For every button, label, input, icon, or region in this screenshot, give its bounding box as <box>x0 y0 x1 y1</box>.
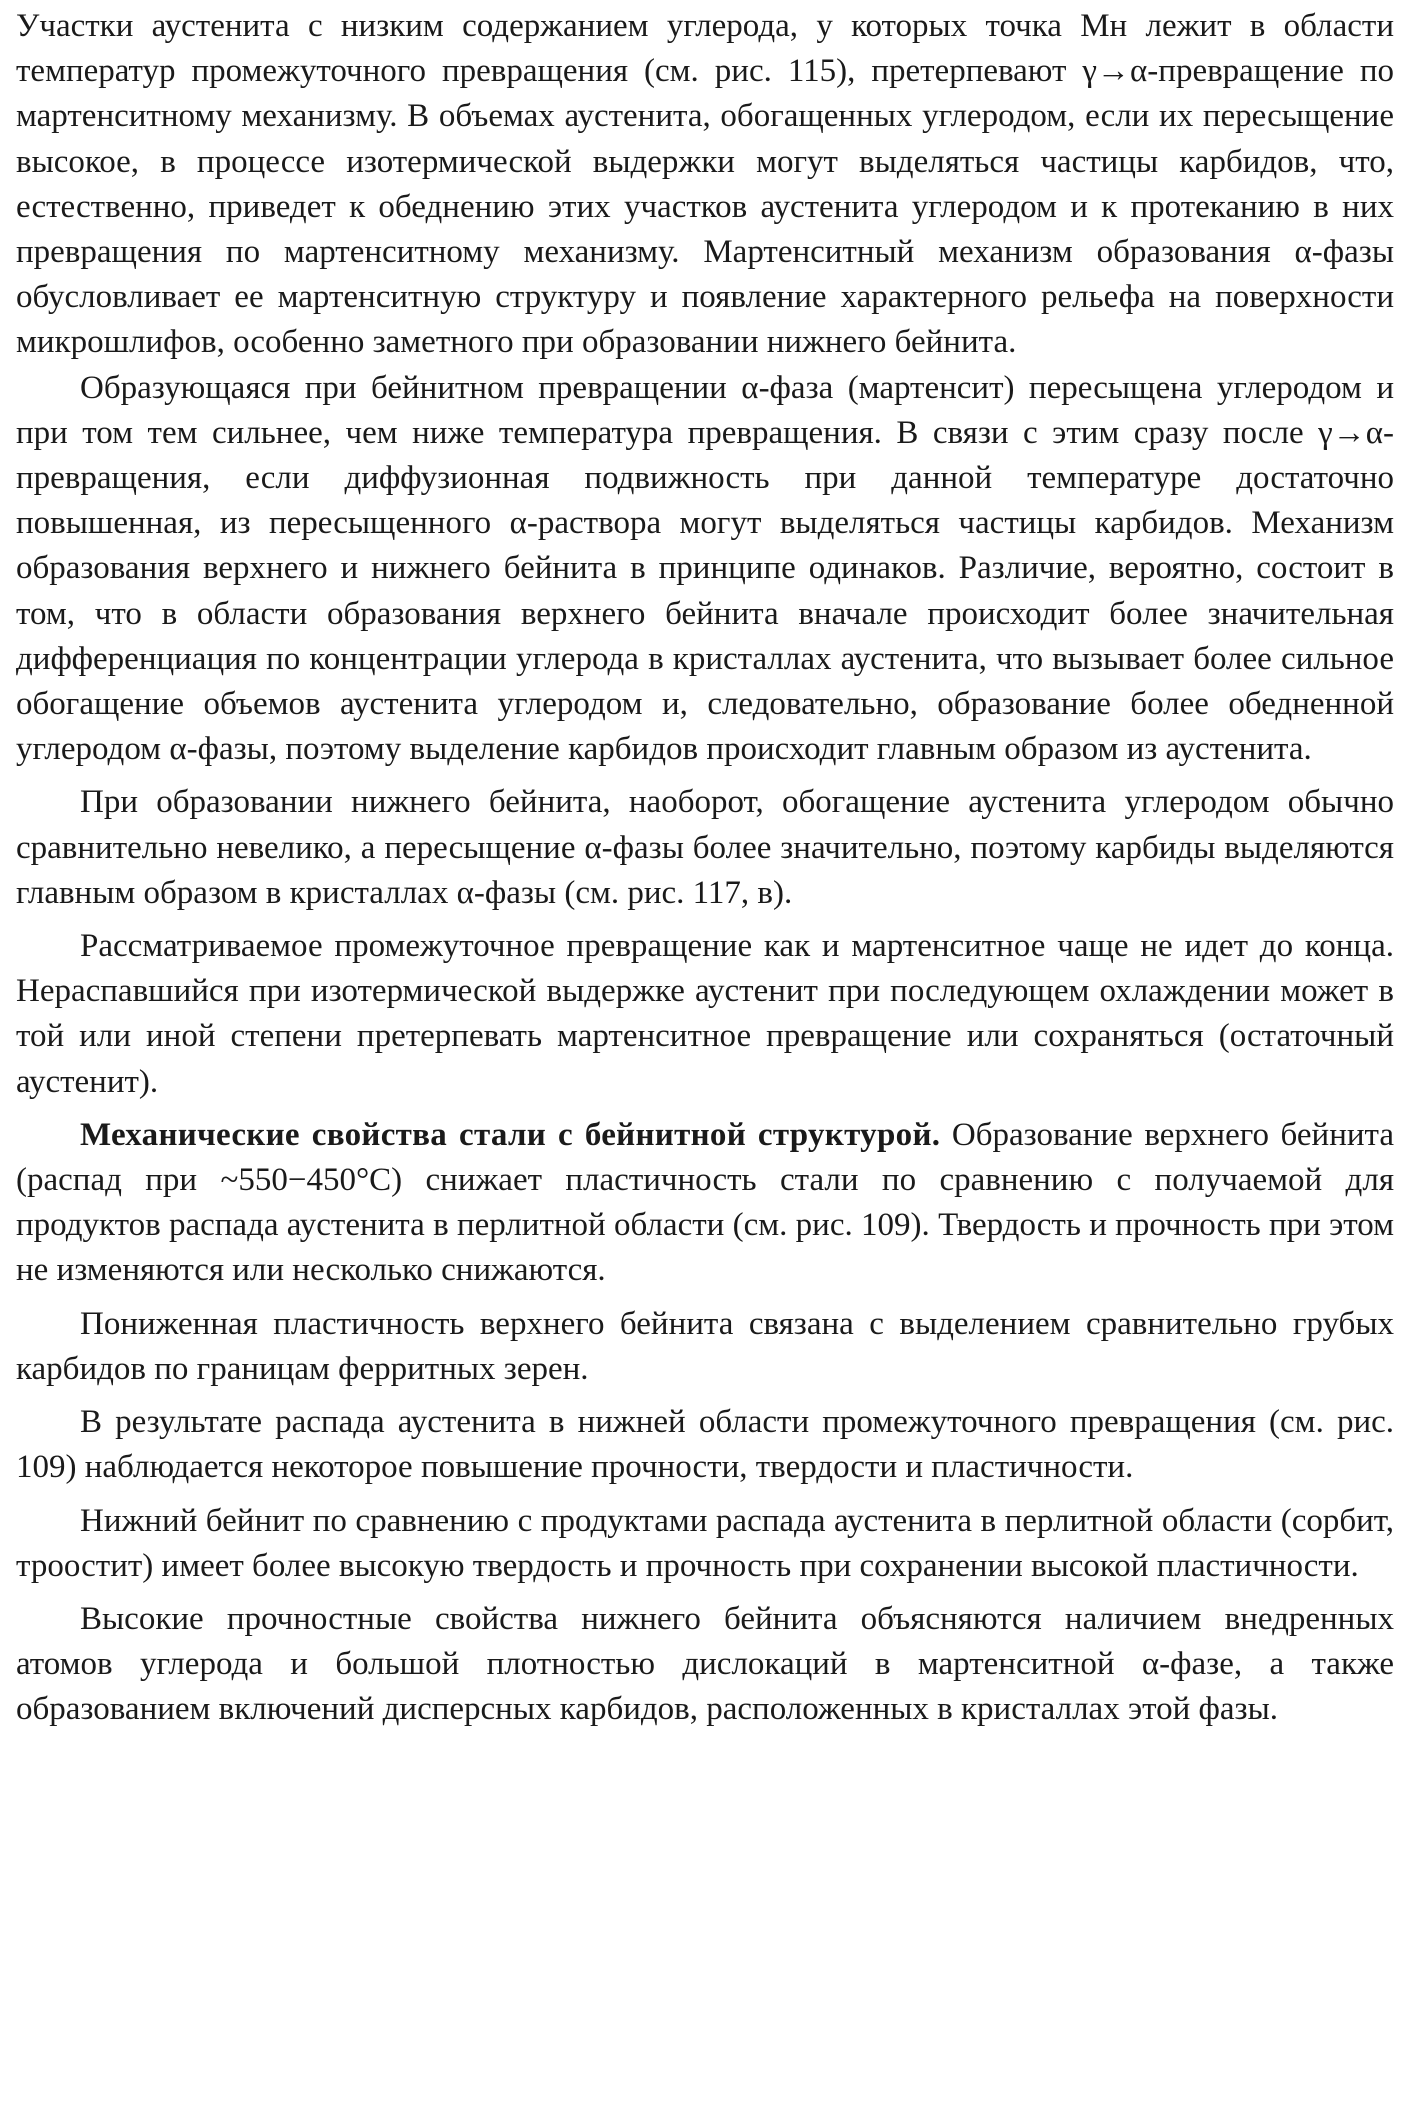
paragraph-incomplete-transformation: Рассматриваемое промежуточное превращение как и мартенситное чаще не идет до конца. Нераспавшийся при изотермической выдержке аустенит при последующем охлаждении может в той или иной степени претерпевать мартенситное превращение или сохраняться (остаточный аустенит). <box>16 928 1394 1100</box>
paragraph-alpha-phase-supersaturation: Образующаяся при бейнитном превращении α-фаза (мартенсит) пересыщена углеродом и при том тем сильнее, чем ниже температура превращения. В связи с этим сразу после γ→α-превращения, если диффузионная подвижность при данной температуре достаточно повышенная, из пересыщенного α-раствора могут выделяться частицы карбидов. Механизм образования верхнего и нижнего бейнита в принципе одинаков. Различие, вероятно, состоит в том, что в области образования верхнего бейнита вначале происходит более значительная дифференциация по концентрации углерода в кристаллах аустенита, что вызывает более сильное обогащение объемов аустенита углеродом и, следовательно, образование более обедненной углеродом α-фазы, поэтому выделение карбидов происходит главным образом из аустенита. <box>16 369 1394 768</box>
section-heading-mechanical-properties: Механические свойства стали с бейнитной структурой. <box>80 1116 941 1153</box>
paragraph-upper-bainite-plasticity: Пониженная пластичность верхнего бейнита связана с выделением сравнительно грубых карбидов по границам ферритных зерен. <box>16 1305 1394 1387</box>
paragraph-martensite-mechanism: Участки аустенита с низким содержанием углерода, у которых точка Mн лежит в области температур промежуточного превращения (см. рис. 115), претерпевают γ→α-превращение по мартенситному механизму. В объемах аустенита, обогащенных углеродом, если их пересыщение высокое, в процессе изотермической выдержки могут выделяться частицы карбидов, что, естественно, приведет к обеднению этих участков аустенита углеродом и к протеканию в них превращения по мартенситному механизму. Мартенситный механизм образования α-фазы обусловливает ее мартенситную структуру и появление характерного рельефа на поверхности микрошлифов, особенно заметного при образовании нижнего бейнита. <box>16 8 1394 361</box>
document-page <box>16 4 1394 1733</box>
paragraph-strength-explanation: Высокие прочностные свойства нижнего бейнита объясняются наличием внедренных атомов углерода и большой плотностью дислокаций в мартенситной α-фазе, а также образованием включений дисперсных карбидов, расположенных в кристаллах этой фазы. <box>16 1600 1394 1728</box>
paragraph-lower-bainite-hardness: Нижний бейнит по сравнению с продуктами распада аустенита в перлитной области (сорбит, троостит) имеет более высокую твердость и прочность при сохранении высокой пластичности. <box>16 1502 1394 1584</box>
paragraph-lower-bainite-formation: При образовании нижнего бейнита, наоборот, обогащение аустенита углеродом обычно сравнительно невелико, а пересыщение α-фазы более значительно, поэтому карбиды выделяются главным образом в кристаллах α-фазы (см. рис. 117, в). <box>16 784 1394 911</box>
paragraph-mechanical-properties <box>16 1113 1394 1294</box>
paragraph-mechanical-properties-text: Образование верхнего бейнита (распад при ~550−450°C) снижает пластичность стали по сравнению с получаемой для продуктов распада аустенита в перлитной области (см. рис. 109). Твердость и прочность при этом не изменяются или несколько снижаются. <box>16 1116 1394 1289</box>
paragraph-lower-region-strength: В результате распада аустенита в нижней области промежуточного превращения (см. рис. 109) наблюдается некоторое повышение прочности, твердости и пластичности. <box>16 1404 1394 1486</box>
